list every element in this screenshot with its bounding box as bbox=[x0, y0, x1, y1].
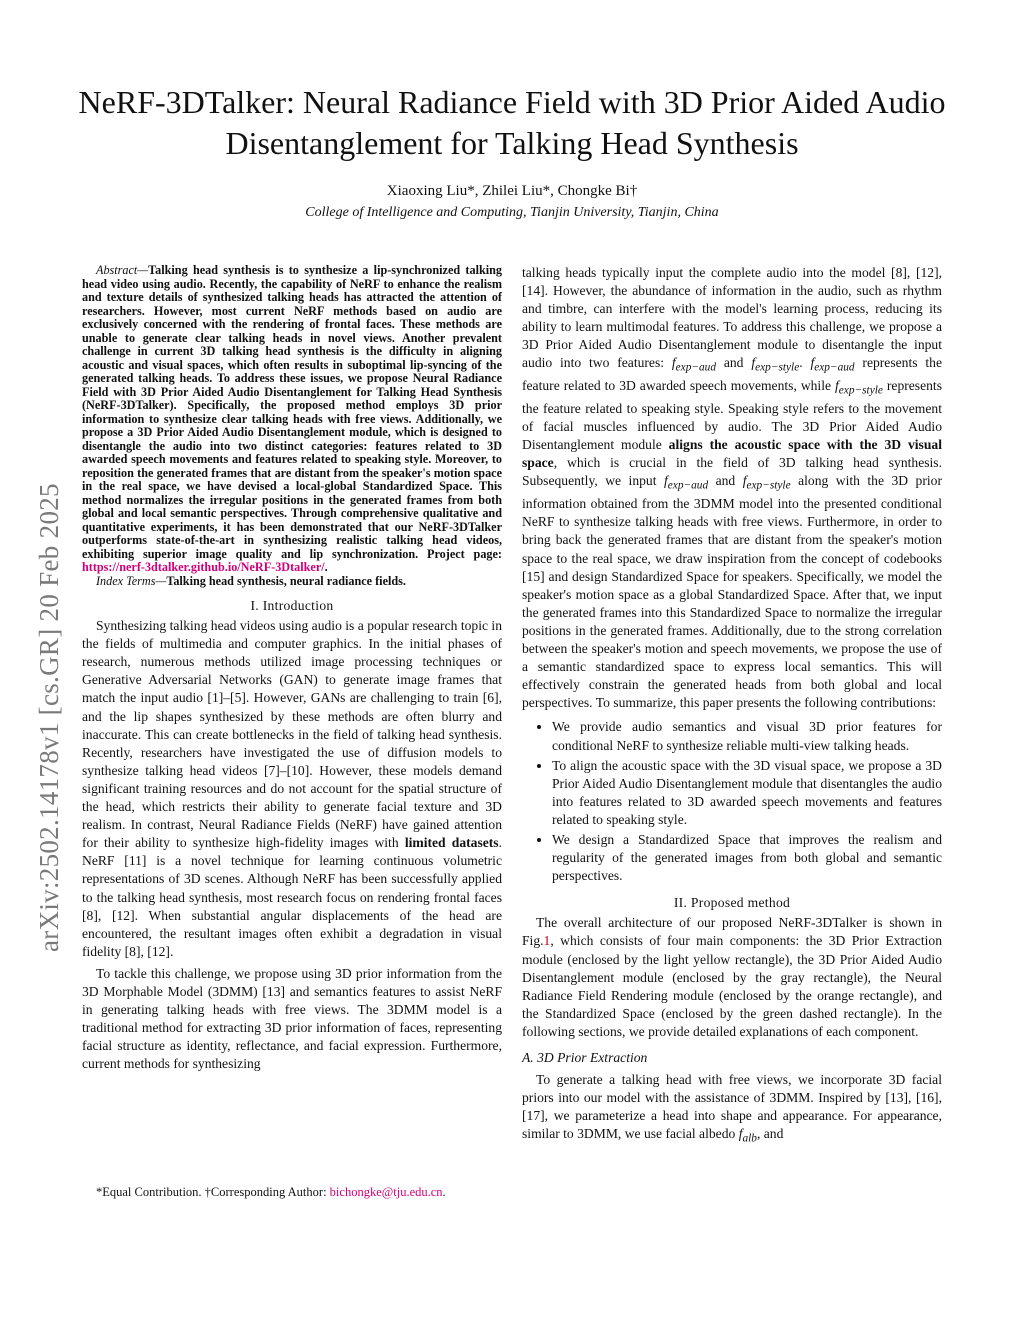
footnote bbox=[96, 1185, 446, 1200]
section-heading-introduction: I. Introduction bbox=[250, 598, 334, 613]
math-symbol: f bbox=[671, 355, 676, 371]
right-text-and: and bbox=[716, 355, 752, 371]
subsection-heading-3d-prior-extraction: A. 3D Prior Extraction bbox=[522, 1050, 648, 1065]
math-symbol: f bbox=[663, 473, 668, 489]
index-terms-lead: Index Terms— bbox=[96, 573, 167, 588]
abstract: Abstract—Talking head synthesis is to synthesize a lip-synchronized talking head video using audio. Recently, the capability of NeRF to enhance the realism and texture details of synthesized talking heads has attracted the attention of researchers. However, most current NeRF methods based on audio are exclusively concerned with the rendering of frontal faces. These methods are unable to generate clear talking heads in novel views. Another prevalent challenge in current 3D talking head synthesis is the difficulty in aligning acoustic and visual spaces, which often results in suboptimal lip-syncing of the generated talking heads. To address these issues, we propose Neural Radiance Field with 3D Prior Aided Audio Disentanglement for Talking Head Synthesis (NeRF-3DTalker). Specifically, the proposed method employs 3D prior information to synthesize clear talking heads with free views. Additionally, we propose a 3D Prior Aided Audio Disentanglement module, which is designed to disentangle the audio into two distinct categories: features related to 3D awarded speech movements and features related to speaking style. Moreover, to reposition the generated frames that are distant from the speaker's motion space in the real space, we have devised a local-global Standardized Space. This method normalizes the irregular positions in the generated frames from both global and local semantic perspectives. Through comprehensive qualitative and quantitative experiments, it has been demonstrated that our NeRF-3DTalker outperforms state-of-the-art in synthesizing realistic talking head videos, exhibiting superior image quality and lip synchronization. Project page: https://nerf-3dtalker.github.io/NeRF-3Dtalker/. bbox=[82, 263, 502, 574]
math-symbol: f bbox=[751, 355, 756, 371]
intro-paragraph-2: To tackle this challenge, we propose using 3D prior information from the 3D Morphable Model (3DMM) [13] and semantics features to assist NeRF in generating talking heads with free views. The 3DMM model is a traditional method for extracting 3D prior information of faces, representing facial structure as identity, reflectance, and facial expression. Furthermore, current methods for synthesizing bbox=[82, 965, 502, 1072]
math-subscript: exp−aud bbox=[667, 480, 709, 493]
right-text-1d: represents the feature related to speaking style. Speaking style refers to the movement of facial muscles influenced by audio. The 3D Prior Aided Audio Disentanglement module bbox=[522, 378, 942, 453]
right-paragraph-1 bbox=[522, 264, 942, 712]
footnote-email-link[interactable]: bichongke@tju.edu.cn bbox=[329, 1185, 443, 1199]
paper-title: NeRF-3DTalker: Neural Radiance Field with 3D Prior Aided Audio Disentanglement for Talking Head Synthesis bbox=[78, 84, 946, 161]
right-text-1c: represents the feature related to 3D awarded speech movements, while bbox=[522, 355, 942, 394]
right-text-1b: . bbox=[799, 355, 811, 371]
right-text-1f: , which is crucial in the field of 3D talking head synthesis. Subsequently, we input bbox=[522, 455, 942, 489]
intro-bold-text: limited datasets bbox=[404, 835, 499, 851]
math-f-exp-style bbox=[751, 355, 800, 375]
method-paragraph-2 bbox=[522, 1071, 942, 1148]
math-f-exp-aud bbox=[671, 355, 717, 375]
affiliation: College of Intelligence and Computing, Tianjin University, Tianjin, China bbox=[305, 205, 719, 220]
math-symbol: f bbox=[738, 1126, 743, 1142]
project-page-link[interactable]: https://nerf-3dtalker.github.io/NeRF-3Dtalker/ bbox=[82, 560, 325, 574]
index-terms bbox=[96, 575, 502, 589]
math-subscript: exp−style bbox=[746, 480, 791, 493]
footnote-end: . bbox=[442, 1185, 446, 1199]
math-symbol: f bbox=[810, 355, 815, 371]
method-text-2b: , and bbox=[756, 1126, 784, 1142]
method-text-1a: The overall architecture of our proposed NeRF-3DTalker is shown in Fig. bbox=[522, 915, 942, 949]
right-column bbox=[522, 264, 942, 1148]
right-text-1a: talking heads typically input the complete audio into the model [8], [12], [14]. However, the abundance of information in the audio, such as rhythm and timbre, can interfere with the model's learning process, reducing its ability to learn multimodal features. To address this challenge, we propose a 3D Prior Aided Audio Disentanglement module to disentangle the input audio into two features: bbox=[522, 265, 942, 371]
math-f-alb bbox=[738, 1126, 757, 1146]
figure-reference-link[interactable]: 1 bbox=[543, 933, 551, 949]
right-bold-text: aligns the acoustic space with the 3D visual space bbox=[522, 437, 942, 471]
section-heading-proposed-method: II. Proposed method bbox=[673, 895, 791, 911]
abstract-body: Talking head synthesis is to synthesize a lip-synchronized talking head video using audio. Recently, the capability of NeRF to enhance the realism and texture details of synthesized talking heads has attracted the attention of researchers. However, most current NeRF methods based on audio are exclusively concerned with the rendering of frontal faces. These methods are unable to generate clear talking heads in novel views. Another prevalent challenge in current 3D talking head synthesis is the difficulty in aligning acoustic and visual spaces, which often results in suboptimal lip-syncing of the generated talking heads. To address these issues, we propose Neural Radiance Field with 3D Prior Aided Audio Disentanglement for Talking Head Synthesis (NeRF-3DTalker). Specifically, the proposed method employs 3D prior information to synthesize clear talking heads with free views. Additionally, we propose a 3D Prior Aided Audio Disentanglement module, which is designed to disentangle the audio into two distinct categories: features related to 3D awarded speech movements and features related to speaking style. Moreover, to reposition the generated frames that are distant from the speaker's motion space in the real space, we have devised a local-global Standardized Space. This method normalizes the irregular positions in the generated frames from both global and local semantic perspectives. Through comprehensive qualitative and quantitative experiments, it has been demonstrated that our NeRF-3DTalker outperforms state-of-the-art in synthesizing realistic talking head videos, exhibiting superior image quality and lip synchronization. bbox=[82, 263, 502, 561]
method-paragraph-1 bbox=[522, 914, 942, 1041]
math-subscript: exp−aud bbox=[675, 362, 717, 375]
math-symbol: f bbox=[835, 378, 839, 394]
intro-text-1c: . NeRF [11] is a novel technique for learning continuous volumetric representations of 3D scenes. Although NeRF has been successfully applied to the talking head synthesis, most research focus on rendering frontal faces [8], [12]. When substantial angular displacements of the head are encountered, the resultant images often exhibit a degradation in visual fidelity [8], [12]. bbox=[82, 835, 502, 959]
intro-text-1a: Synthesizing talking head videos using audio is a popular research topic in the fields of multimedia and computer graphics. In the initial phases of research, numerous methods utilized image processing techniques or Generative Adversarial Networks (GAN) to generate image frames that match the input audio [1]–[5]. However, GANs are challenging to train [6], and the lip shapes synthesized by these methods are often blurry and inaccurate. This can create bottlenecks in the field of talking head synthesis. Recently, researchers have investigated the use of diffusion models to synthesize talking head videos [7]–[10]. However, these models demand significant training resources and do not account for the spatial structure of the head, which restricts their ability to generate facial texture and 3D realism. In contrast, Neural Radiance Fields (NeRF) have gained attention for their ability to synthesize high-fidelity images with bbox=[82, 618, 502, 851]
math-f-exp-aud bbox=[663, 473, 709, 493]
math-f-exp-style bbox=[742, 473, 791, 493]
project-page-label: Project page: bbox=[427, 546, 502, 561]
contributions-list bbox=[522, 718, 942, 885]
right-text-1g: and bbox=[708, 473, 743, 489]
math-f-exp-aud bbox=[810, 355, 855, 375]
math-subscript: exp−style bbox=[755, 362, 800, 375]
index-terms-body: Talking head synthesis, neural radiance fields. bbox=[166, 573, 406, 588]
left-column bbox=[82, 264, 502, 1073]
math-symbol: f bbox=[742, 473, 747, 489]
method-text-1b: , which consists of four main components: the 3D Prior Extraction module (enclosed by the light yellow rectangle), the 3D Prior Aided Audio Disentanglement module (enclosed by the gray rectangle), the Neural Radiance Field Rendering module (enclosed by the orange rectangle), and the Standardized Space (enclosed by the green dashed rectangle). In the following sections, we provide detailed explanations of each component. bbox=[522, 933, 942, 1039]
intro-paragraph-1 bbox=[82, 617, 502, 961]
contribution-item: • To align the acoustic space with the 3D visual space, we propose a 3D Prior Aided Audio Disentanglement module that disentangles the audio into features related to 3D awarded speech movements and features related to speaking style. bbox=[552, 757, 942, 829]
contribution-item: • We provide audio semantics and visual 3D prior features for conditional NeRF to synthesize reliable multi-view talking heads. bbox=[552, 718, 942, 754]
right-text-1h: along with the 3D prior information obtained from the 3DMM model into the presented conditional NeRF to synthesize talking heads with free views. Furthermore, in order to bring back the generated frames that are distant from the speaker's motion space to the real space, we draw inspiration from the concept of codebooks [15] and design Standardized Space for speakers. Specifically, we model the speaker's motion space as a global Standardized Space. After that, we input the generated frames into this Standardized Space to normalize the irregular positions in the generated frames. Additionally, due to the strong correlation between the speaker's motion and speech movements, we propose the use of a semantic standardized space to express local semantics. This will effectively constrain the generated heads from both global and local perspectives. To summarize, this paper presents the following contributions: bbox=[522, 473, 942, 711]
author-list: Xiaoxing Liu*, Zhilei Liu*, Chongke Bi† bbox=[386, 183, 638, 199]
arxiv-identifier: arXiv:2502.14178v1 [cs.GR] 20 Feb 2025 bbox=[34, 483, 64, 952]
abstract-lead: Abstract— bbox=[96, 263, 149, 277]
math-subscript: exp−style bbox=[838, 385, 883, 397]
math-subscript: alb bbox=[742, 1133, 757, 1146]
method-text-2a: To generate a talking head with free views, we incorporate 3D facial priors into our model with the assistance of 3DMM. Inspired by [13], [16], [17], we parameterize a head into shape and appearance. For appearance, similar to 3DMM, we use facial albedo bbox=[522, 1072, 942, 1142]
contribution-item: • We design a Standardized Space that improves the realism and regularity of the generated images from both global and semantic perspectives. bbox=[552, 831, 942, 885]
footnote-text: *Equal Contribution. †Corresponding Author: bbox=[96, 1185, 330, 1199]
math-subscript: exp−aud bbox=[814, 362, 855, 375]
math-f-exp-style bbox=[835, 378, 883, 397]
